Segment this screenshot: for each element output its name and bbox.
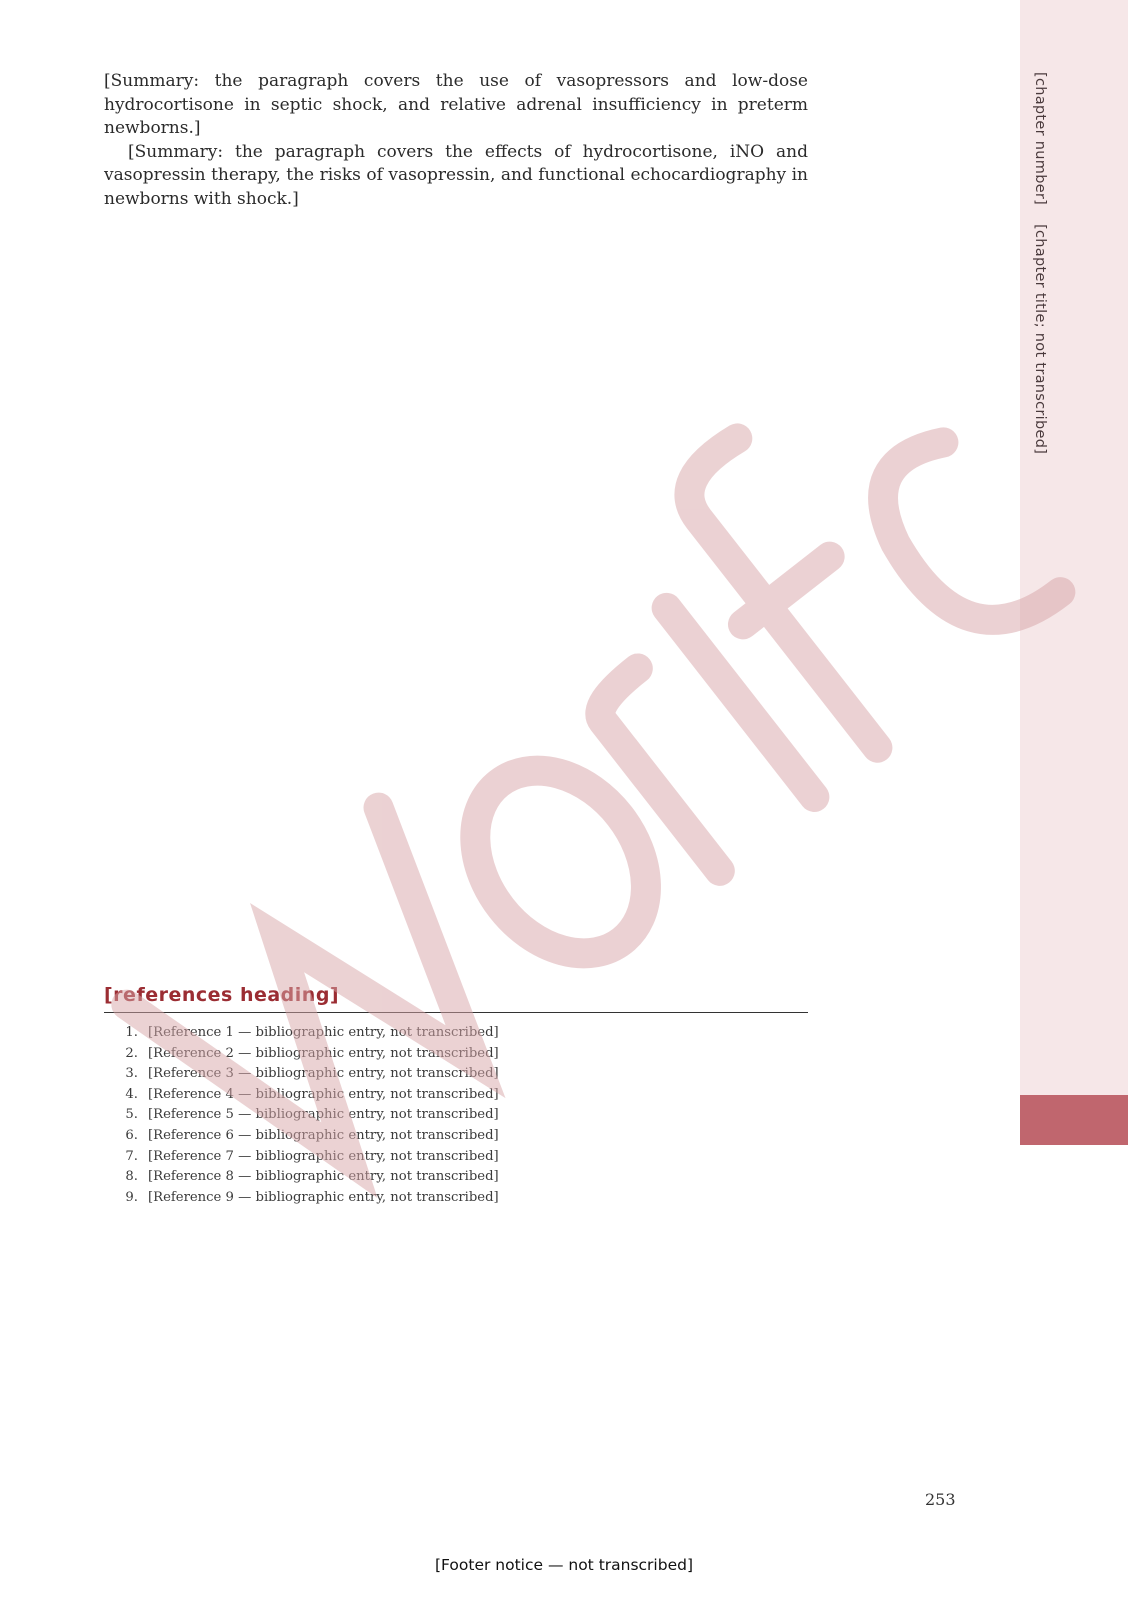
reference-number: 6. (125, 1127, 138, 1143)
reference-text: [Reference 3 — bibliographic entry, not transcribed] (148, 1066, 499, 1082)
reference-text: [Reference 8 — bibliographic entry, not transcribed] (148, 1169, 499, 1185)
body-paragraph-1: [Summary: the paragraph covers the use of vasopressors and low-dose hydrocortisone in septic shock, and relative adrenal insufficiency in preterm newborns.] (104, 71, 808, 139)
chapter-tab-accent (1020, 1095, 1128, 1145)
reference-item (104, 1065, 808, 1084)
reference-number: 4. (125, 1086, 138, 1102)
reference-number: 9. (125, 1189, 138, 1205)
reference-text: [Reference 5 — bibliographic entry, not transcribed] (148, 1107, 499, 1123)
reference-number: 1. (125, 1025, 138, 1040)
reference-item (104, 1024, 808, 1043)
reference-item (104, 1127, 808, 1146)
chapter-number: [chapter number] (1032, 72, 1048, 206)
body-paragraph-2: [Summary: the paragraph covers the effects of hydrocortisone, iNO and vasopressin therapy, the risks of vasopressin, and functional echocardiography in newborns with shock.] (104, 141, 808, 209)
references-list (104, 1024, 808, 1209)
chapter-running-title: [chapter title; not transcribed] (1032, 224, 1048, 455)
reference-text: [Reference 2 — bibliographic entry, not transcribed] (148, 1045, 499, 1061)
reference-item (104, 1148, 808, 1167)
reference-item (104, 1168, 808, 1187)
reference-item (104, 1106, 808, 1125)
body-text (104, 70, 808, 212)
reference-text: [Reference 7 — bibliographic entry, not transcribed] (148, 1148, 499, 1164)
reference-number: 5. (125, 1107, 138, 1123)
reference-number: 7. (125, 1148, 138, 1164)
reference-item (104, 1045, 808, 1064)
reference-number: 2. (125, 1045, 138, 1061)
chapter-side-label (1032, 72, 1092, 1082)
reference-number: 8. (125, 1169, 138, 1185)
reference-text: [Reference 4 — bibliographic entry, not transcribed] (148, 1086, 499, 1102)
reference-item (104, 1086, 808, 1105)
page-number: 253 (925, 1490, 956, 1509)
reference-text: [Reference 1 — bibliographic entry, not transcribed] (148, 1025, 499, 1040)
footer-notice: [Footer notice — not transcribed] (434, 1556, 693, 1574)
references-heading: [references heading] (104, 984, 808, 1013)
reference-text: [Reference 9 — bibliographic entry, not transcribed] (148, 1189, 499, 1205)
reference-text: [Reference 6 — bibliographic entry, not transcribed] (148, 1127, 499, 1143)
reference-number: 3. (125, 1066, 138, 1082)
reference-item (104, 1189, 808, 1208)
